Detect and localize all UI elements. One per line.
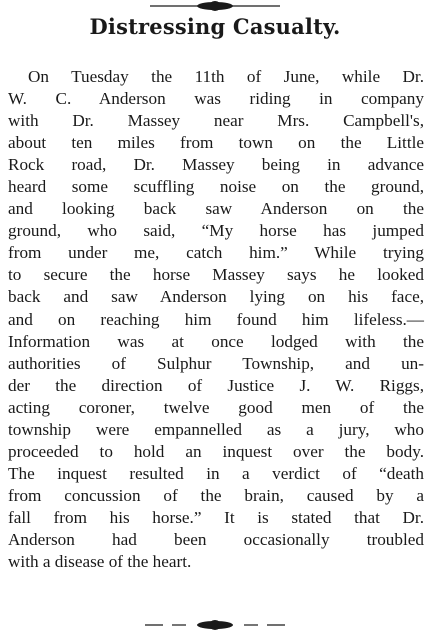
article-line: authorities of Sulphur Township, and un-: [8, 353, 424, 373]
article-headline: Distressing Casualty.: [89, 14, 341, 39]
article-line: and on reaching him found him lifeless.—: [8, 309, 424, 329]
article-line: with a disease of the heart.: [8, 552, 192, 572]
article-line: W. C. Anderson was riding in company: [8, 89, 424, 109]
article-line: On Tuesday the 11th of June, while Dr.: [28, 67, 424, 86]
article-line: Anderson had been occasionally troubled: [8, 529, 424, 549]
article-body: [8, 66, 424, 573]
article-line: township were empannelled as a jury, who: [8, 419, 424, 439]
article-line: acting coroner, twelve good men of the: [8, 397, 424, 417]
article-line: proceeded to hold an inquest over the body.: [8, 441, 424, 461]
article-line: from under me, catch him.” While trying: [8, 243, 424, 263]
article-line: fall from his horse.” It is stated that Dr.: [8, 507, 424, 527]
article-line: Information was at once lodged with the: [8, 331, 424, 351]
article-line: ground, who said, “My horse has jumped: [8, 221, 424, 241]
article-line: back and saw Anderson lying on his face,: [8, 287, 424, 307]
article-line: to secure the horse Massey says he looked: [8, 265, 424, 285]
article-line: and looking back saw Anderson on the: [8, 199, 424, 219]
top-ornament-divider: [0, 0, 430, 12]
article-line: with Dr. Massey near Mrs. Campbell's,: [8, 111, 424, 131]
article-line: der the direction of Justice J. W. Riggs,: [8, 375, 424, 395]
article-line: about ten miles from town on the Little: [8, 133, 424, 153]
article-line: heard some scuffling noise on the ground,: [8, 177, 424, 197]
article-line: from concussion of the brain, caused by a: [8, 485, 424, 505]
article-line: Rock road, Dr. Massey being in advance: [8, 155, 424, 175]
article-line: The inquest resulted in a verdict of “death: [8, 463, 424, 483]
bottom-ornament-divider: [0, 619, 430, 631]
